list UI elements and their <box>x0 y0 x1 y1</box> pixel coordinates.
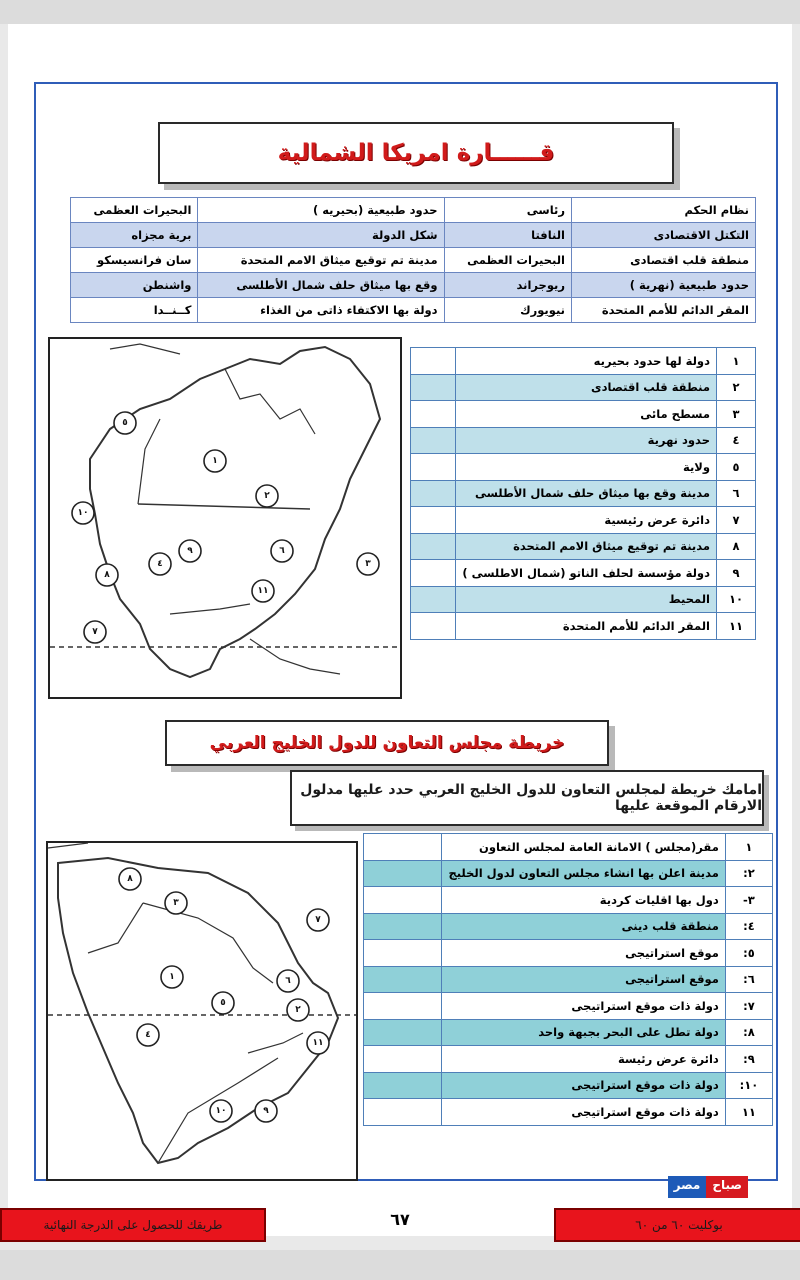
question-text: مدينة اعلن بها انشاء مجلس التعاون لدول الخليج <box>442 860 725 887</box>
question-row <box>411 427 756 454</box>
question-text: دولة لها حدود بحيريه <box>456 348 717 375</box>
summary-cell: المقر الدائم للأمم المتحدة <box>571 298 755 323</box>
question-row <box>411 401 756 428</box>
question-number: ٤ <box>716 427 755 454</box>
answer-cell[interactable] <box>411 374 456 401</box>
map-marker-label: ٤ <box>145 1030 151 1040</box>
map-marker-label: ٤ <box>157 559 163 569</box>
question-number: ٩ <box>716 560 755 587</box>
question-row <box>411 374 756 401</box>
footer-left-banner: طريقك للحصول على الدرجة النهائية <box>0 1208 266 1242</box>
gcc-map-drawing <box>48 843 356 1179</box>
question-number: ١١ <box>725 1099 772 1126</box>
question-row <box>364 1099 773 1126</box>
question-number: ٨ <box>716 533 755 560</box>
question-text: منطقة قلب دينى <box>442 913 725 940</box>
north-america-map-drawing <box>50 339 400 697</box>
summary-cell: التكتل الاقتصادى <box>571 223 755 248</box>
summary-row <box>71 298 756 323</box>
summary-cell: حدود طبيعية (بحيريه ) <box>198 198 444 223</box>
summary-table <box>70 197 756 323</box>
question-number: ٣- <box>725 887 772 914</box>
question-number: ١٠: <box>725 1072 772 1099</box>
map-marker-label: ٨ <box>104 570 110 580</box>
question-number: ١ <box>725 834 772 861</box>
question-row <box>411 560 756 587</box>
footer-right-banner: بوكليت ٦٠ من ٦٠ <box>554 1208 800 1242</box>
answer-cell[interactable] <box>364 1099 442 1126</box>
gcc-questions-table <box>363 833 773 1126</box>
question-text: موقع استراتيجى <box>442 966 725 993</box>
question-number: ٥ <box>716 454 755 481</box>
summary-row <box>71 248 756 273</box>
question-text: دولة ذات موقع استراتيجى <box>442 993 725 1020</box>
map-marker-label: ٢ <box>264 491 270 501</box>
answer-cell[interactable] <box>411 586 456 613</box>
answer-cell[interactable] <box>411 348 456 375</box>
map-marker-label: ٩ <box>263 1106 269 1116</box>
summary-cell: واشنطن <box>71 273 198 298</box>
question-row <box>364 860 773 887</box>
question-number: ٦: <box>725 966 772 993</box>
logo-part-2: مصر <box>668 1176 707 1198</box>
map-marker-label: ٨ <box>127 874 133 884</box>
answer-cell[interactable] <box>411 454 456 481</box>
answer-cell[interactable] <box>411 401 456 428</box>
summary-cell: نيويورك <box>444 298 571 323</box>
question-text: حدود نهرية <box>456 427 717 454</box>
question-text: دولة ذات موقع استراتيجى <box>442 1099 725 1126</box>
question-row <box>411 507 756 534</box>
question-row <box>411 533 756 560</box>
top-bar <box>0 0 800 24</box>
answer-cell[interactable] <box>364 834 442 861</box>
logo-part-1: صباح <box>706 1176 748 1198</box>
question-text: المقر الدائم للأمم المتحدة <box>456 613 717 640</box>
question-number: ٣ <box>716 401 755 428</box>
north-america-title-box <box>158 122 674 184</box>
question-text: مقر(مجلس ) الامانة العامة لمجلس التعاون <box>442 834 725 861</box>
question-number: ٥: <box>725 940 772 967</box>
question-row <box>411 586 756 613</box>
answer-cell[interactable] <box>411 533 456 560</box>
answer-cell[interactable] <box>364 940 442 967</box>
map-marker-label: ٣ <box>365 559 371 569</box>
answer-cell[interactable] <box>411 613 456 640</box>
summary-cell: كــنــدا <box>71 298 198 323</box>
question-text: مسطح مائى <box>456 401 717 428</box>
map-marker-label: ٦ <box>285 976 291 986</box>
question-text: دول بها اقليات كردية <box>442 887 725 914</box>
answer-cell[interactable] <box>364 1072 442 1099</box>
question-number: ١١ <box>716 613 755 640</box>
answer-cell[interactable] <box>364 887 442 914</box>
map-marker-label: ٧ <box>92 627 98 637</box>
question-row <box>411 613 756 640</box>
question-row <box>411 454 756 481</box>
site-logo <box>618 1176 748 1198</box>
question-text: دائرة عرض رئيسية <box>456 507 717 534</box>
question-text: دائرة عرض رئيسة <box>442 1046 725 1073</box>
map-marker-label: ١٠ <box>77 508 89 518</box>
question-row <box>364 1046 773 1073</box>
answer-cell[interactable] <box>364 913 442 940</box>
question-number: ٩: <box>725 1046 772 1073</box>
question-text: منطقة قلب اقتصادى <box>456 374 717 401</box>
question-text: موقع استراتيجى <box>442 940 725 967</box>
question-number: ٦ <box>716 480 755 507</box>
summary-cell: حدود طبيعية (نهرية ) <box>571 273 755 298</box>
question-row <box>364 993 773 1020</box>
gcc-title: خريطة مجلس التعاون للدول الخليج العربي <box>209 733 565 753</box>
question-number: ١ <box>716 348 755 375</box>
map-marker-label: ١١ <box>257 586 269 596</box>
map-marker-label: ٦ <box>279 546 285 556</box>
question-row <box>364 1072 773 1099</box>
answer-cell[interactable] <box>411 560 456 587</box>
instruction-text: امامك خريطة لمجلس التعاون للدول الخليج العربي حدد عليها مدلول الارقام الموقعة عليها <box>290 770 764 826</box>
summary-cell: رئاسى <box>444 198 571 223</box>
summary-cell: البحيرات العظمى <box>71 198 198 223</box>
question-text: مدينة تم توقيع ميثاق الامم المتحدة <box>456 533 717 560</box>
summary-cell: نظام الحكم <box>571 198 755 223</box>
map-marker-label: ٧ <box>315 915 321 925</box>
question-text: مدينة وقع بها ميثاق حلف شمال الأطلسى <box>456 480 717 507</box>
summary-cell: وقع بها ميثاق حلف شمال الأطلسى <box>198 273 444 298</box>
map-marker-label: ٣ <box>173 898 179 908</box>
summary-cell: شكل الدولة <box>198 223 444 248</box>
map-marker-label: ٢ <box>295 1005 301 1015</box>
answer-cell[interactable] <box>364 1046 442 1073</box>
summary-cell: مدينة تم توقيع ميثاق الامم المتحدة <box>198 248 444 273</box>
answer-cell[interactable] <box>411 480 456 507</box>
answer-cell[interactable] <box>364 966 442 993</box>
summary-cell: سان فرانسيسكو <box>71 248 198 273</box>
answer-cell[interactable] <box>364 993 442 1020</box>
page-number: ٦٧ <box>390 1210 410 1229</box>
question-text: ولاية <box>456 454 717 481</box>
summary-cell: ريوجراند <box>444 273 571 298</box>
question-number: ٢: <box>725 860 772 887</box>
question-number: ٧ <box>716 507 755 534</box>
question-text: المحيط <box>456 586 717 613</box>
map-marker-label: ١ <box>169 972 175 982</box>
question-text: دولة مؤسسة لحلف الناتو (شمال الاطلسى ) <box>456 560 717 587</box>
question-row <box>364 940 773 967</box>
summary-cell: البحيرات العظمى <box>444 248 571 273</box>
north-america-title: قــــــارة امريكا الشمالية <box>277 140 555 166</box>
summary-row <box>71 273 756 298</box>
question-text: دولة ذات موقع استراتيجى <box>442 1072 725 1099</box>
question-number: ٧: <box>725 993 772 1020</box>
answer-cell[interactable] <box>411 427 456 454</box>
gcc-map <box>46 841 358 1181</box>
question-number: ٨: <box>725 1019 772 1046</box>
bottom-bar <box>0 1250 800 1280</box>
question-row <box>411 480 756 507</box>
answer-cell[interactable] <box>364 860 442 887</box>
answer-cell[interactable] <box>411 507 456 534</box>
question-text: دولة تطل على البحر بجبهة واحد <box>442 1019 725 1046</box>
summary-row <box>71 198 756 223</box>
question-row <box>364 913 773 940</box>
map-marker-label: ٩ <box>187 546 193 556</box>
map-marker-label: ١ <box>212 456 218 466</box>
question-number: ٤: <box>725 913 772 940</box>
question-row <box>364 1019 773 1046</box>
gcc-title-box <box>165 720 609 766</box>
question-row <box>364 966 773 993</box>
summary-cell: برية مجزاه <box>71 223 198 248</box>
map-marker-label: ٥ <box>122 418 128 428</box>
question-number: ١٠ <box>716 586 755 613</box>
north-america-map <box>48 337 402 699</box>
map-marker-label: ١١ <box>312 1038 324 1048</box>
north-america-questions-table <box>410 347 756 640</box>
map-marker-label: ٥ <box>220 998 226 1008</box>
answer-cell[interactable] <box>364 1019 442 1046</box>
summary-row <box>71 223 756 248</box>
question-row <box>411 348 756 375</box>
summary-cell: منطقة قلب اقتصادى <box>571 248 755 273</box>
question-row <box>364 834 773 861</box>
summary-cell: دولة بها الاكتفاء ذاتى من الغذاء <box>198 298 444 323</box>
summary-cell: النافتا <box>444 223 571 248</box>
map-marker-label: ١٠ <box>215 1106 227 1116</box>
question-row <box>364 887 773 914</box>
question-number: ٢ <box>716 374 755 401</box>
